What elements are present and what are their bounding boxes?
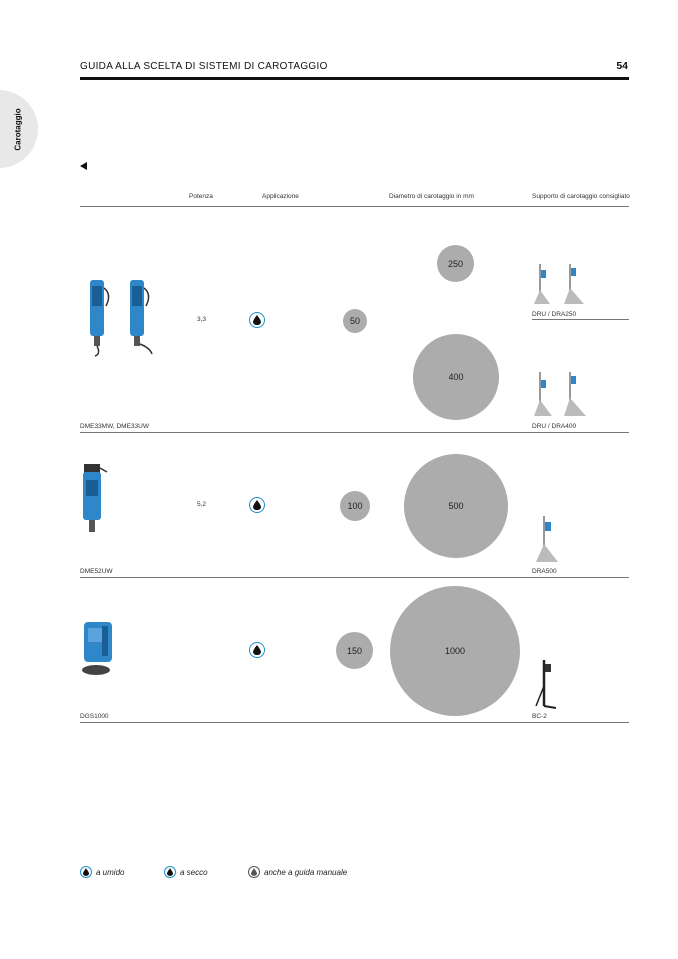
column-header-stand: Supporto di carotaggio consigliato (532, 193, 630, 200)
drill-image-dgs1000 (80, 618, 118, 678)
column-header-application: Applicazione (262, 193, 299, 200)
min-diameter-circle: 150 (336, 632, 373, 669)
min-diameter-circle: 50 (343, 309, 367, 333)
wet-application-icon (249, 497, 265, 513)
page-header-title: GUIDA ALLA SCELTA DI SISTEMI DI CAROTAGGIO (80, 61, 328, 72)
stand-image-bc2 (532, 656, 562, 710)
row-divider (80, 722, 629, 723)
legend-dry-label: a secco (180, 867, 208, 877)
page-number: 54 (616, 60, 628, 72)
row-divider (80, 577, 629, 578)
row2-stand-label: DRA500 (532, 568, 557, 575)
row-divider (80, 432, 629, 433)
dry-icon (164, 866, 176, 878)
table-header-rule (80, 206, 629, 207)
max-diameter-circle: 250 (437, 245, 474, 282)
legend-dry (164, 866, 208, 878)
column-header-power: Potenza (189, 193, 213, 200)
legend-manual-label: anche a guida manuale (264, 867, 348, 877)
wet-application-icon (249, 642, 265, 658)
drill-image-dme33mw (84, 276, 164, 358)
row1-stand-label: DRU / DRA250 (532, 311, 577, 318)
max-diameter-circle: 500 (404, 454, 508, 558)
row1-stand-label: DRU / DRA400 (532, 423, 577, 430)
manual-guide-icon (248, 866, 260, 878)
legend-wet-label: a umido (96, 867, 125, 877)
row3-product-name: DGS1000 (80, 713, 109, 720)
header-rule (80, 77, 629, 80)
wet-application-icon (249, 312, 265, 328)
drill-image-dme52uw (80, 462, 110, 534)
legend-wet (80, 866, 124, 878)
wet-drop-icon (80, 866, 92, 878)
min-diameter-circle: 100 (340, 491, 370, 521)
stand-image-dra400 (532, 370, 592, 420)
row1-power: 3,3 (197, 316, 207, 323)
max-diameter-circle: 1000 (390, 586, 520, 716)
row2-power: 5,2 (197, 501, 207, 508)
max-diameter-circle: 400 (413, 334, 499, 420)
back-arrow-icon[interactable] (80, 162, 87, 170)
row3-stand-label: BC-2 (532, 713, 547, 720)
stand-image-dra250 (532, 260, 592, 308)
row1-product-name: DME33MW, DME33UW (80, 423, 149, 430)
side-tab-label: Carotaggio (13, 108, 23, 151)
stand-image-dra500 (532, 514, 562, 566)
legend-manual (248, 866, 347, 878)
stand-rule (532, 319, 629, 320)
column-header-diameter: Diametro di carotaggio in mm (389, 193, 474, 200)
row2-product-name: DME52UW (80, 568, 113, 575)
